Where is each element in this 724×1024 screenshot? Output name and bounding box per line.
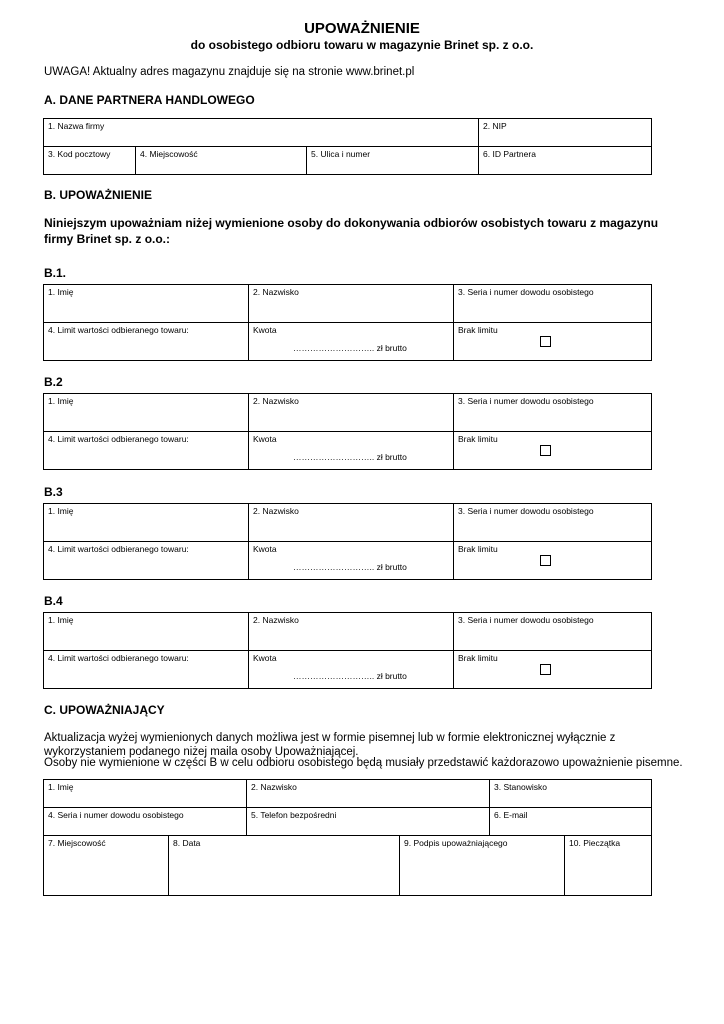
update-note: Aktualizacja wyżej wymienionych danych możliwa jest w formie pisemnej lub w formie elektronicznej wyłącznie z wykorzystaniem podanego niżej maila osoby Upoważniającej. — [44, 732, 616, 758]
authorizer-date-field[interactable]: 8. Data — [169, 836, 400, 896]
street-field[interactable]: 5. Ulica i numer — [307, 147, 479, 175]
amount-label: Kwota — [253, 544, 277, 554]
amount-cell[interactable] — [249, 323, 454, 361]
person-block-label: B.1. — [44, 266, 67, 280]
no-limit-label: Brak limitu — [458, 434, 498, 444]
person-table — [43, 503, 652, 580]
amount-dotted-line: ……………………….. zł brutto — [293, 343, 407, 353]
no-limit-label: Brak limitu — [458, 544, 498, 554]
person-first-name-field[interactable]: 1. Imię — [44, 285, 249, 323]
amount-cell[interactable] — [249, 651, 454, 689]
authorizer-stamp-field[interactable]: 10. Pieczątka — [565, 836, 652, 896]
person-table — [43, 284, 652, 361]
amount-label: Kwota — [253, 325, 277, 335]
person-id-document-field[interactable]: 3. Seria i numer dowodu osobistego — [454, 613, 652, 651]
amount-dotted-line: ……………………….. zł brutto — [293, 671, 407, 681]
person-last-name-field[interactable]: 2. Nazwisko — [249, 613, 454, 651]
postal-code-field[interactable]: 3. Kod pocztowy — [44, 147, 136, 175]
amount-label: Kwota — [253, 653, 277, 663]
no-limit-checkbox[interactable] — [540, 336, 551, 347]
person-last-name-field[interactable]: 2. Nazwisko — [249, 285, 454, 323]
section-b-heading: B. UPOWAŻNIENIE — [44, 188, 153, 202]
authorizer-id-field[interactable]: 4. Seria i numer dowodu osobistego — [44, 808, 247, 836]
person-id-document-field[interactable]: 3. Seria i numer dowodu osobistego — [454, 504, 652, 542]
person-table — [43, 612, 652, 689]
partner-id-field[interactable]: 6. ID Partnera — [479, 147, 652, 175]
person-id-document-field[interactable]: 3. Seria i numer dowodu osobistego — [454, 394, 652, 432]
document-subtitle: do osobistego odbioru towaru w magazynie Brinet sp. z o.o. — [190, 38, 534, 52]
person-block-label: B.4 — [44, 594, 63, 608]
value-limit-label: 4. Limit wartości odbieranego towaru: — [44, 651, 249, 689]
no-limit-label: Brak limitu — [458, 653, 498, 663]
value-limit-label: 4. Limit wartości odbieranego towaru: — [44, 542, 249, 580]
no-limit-label: Brak limitu — [458, 325, 498, 335]
person-block-label: B.3 — [44, 485, 63, 499]
no-limit-cell — [454, 323, 652, 361]
authorizer-email-field[interactable]: 6. E-mail — [490, 808, 652, 836]
authorization-statement: Niniejszym upoważniam niżej wymienione osoby do dokonywania odbiorów osobistych towaru z magazynu firmy Brinet sp. z o.o.: — [44, 216, 659, 246]
amount-cell[interactable] — [249, 542, 454, 580]
amount-dotted-line: ……………………….. zł brutto — [293, 452, 407, 462]
authorizer-signature-field[interactable]: 9. Podpis upoważniającego — [400, 836, 565, 896]
person-table — [43, 393, 652, 470]
no-limit-checkbox[interactable] — [540, 555, 551, 566]
company-name-field[interactable]: 1. Nazwa firmy — [44, 119, 479, 147]
section-a-heading: A. DANE PARTNERA HANDLOWEGO — [44, 93, 255, 107]
document-title: UPOWAŻNIENIE — [304, 20, 420, 37]
authorizer-last-name-field[interactable]: 2. Nazwisko — [247, 780, 490, 808]
amount-label: Kwota — [253, 434, 277, 444]
no-limit-cell — [454, 432, 652, 470]
authorizer-phone-field[interactable]: 5. Telefon bezpośredni — [247, 808, 490, 836]
person-first-name-field[interactable]: 1. Imię — [44, 504, 249, 542]
authorizer-position-field[interactable]: 3. Stanowisko — [490, 780, 652, 808]
no-limit-checkbox[interactable] — [540, 664, 551, 675]
amount-dotted-line: ……………………….. zł brutto — [293, 562, 407, 572]
written-authorization-note: Osoby nie wymienione w części B w celu odbioru osobistego będą musiały przedstawić każdorazowo upoważnienie pisemne. — [44, 757, 683, 769]
authorizer-city-field[interactable]: 7. Miejscowość — [44, 836, 169, 896]
person-last-name-field[interactable]: 2. Nazwisko — [249, 394, 454, 432]
section-c-heading: C. UPOWAŻNIAJĄCY — [44, 703, 165, 717]
person-last-name-field[interactable]: 2. Nazwisko — [249, 504, 454, 542]
no-limit-cell — [454, 542, 652, 580]
city-field[interactable]: 4. Miejscowość — [136, 147, 307, 175]
warehouse-note: UWAGA! Aktualny adres magazynu znajduje się na stronie www.brinet.pl — [44, 66, 415, 78]
authorizer-first-name-field[interactable]: 1. Imię — [44, 780, 247, 808]
person-first-name-field[interactable]: 1. Imię — [44, 394, 249, 432]
no-limit-checkbox[interactable] — [540, 445, 551, 456]
person-id-document-field[interactable]: 3. Seria i numer dowodu osobistego — [454, 285, 652, 323]
nip-field[interactable]: 2. NIP — [479, 119, 652, 147]
partner-data-table — [43, 118, 652, 175]
authorizer-table — [43, 779, 652, 896]
value-limit-label: 4. Limit wartości odbieranego towaru: — [44, 432, 249, 470]
no-limit-cell — [454, 651, 652, 689]
person-first-name-field[interactable]: 1. Imię — [44, 613, 249, 651]
amount-cell[interactable] — [249, 432, 454, 470]
person-block-label: B.2 — [44, 375, 63, 389]
value-limit-label: 4. Limit wartości odbieranego towaru: — [44, 323, 249, 361]
